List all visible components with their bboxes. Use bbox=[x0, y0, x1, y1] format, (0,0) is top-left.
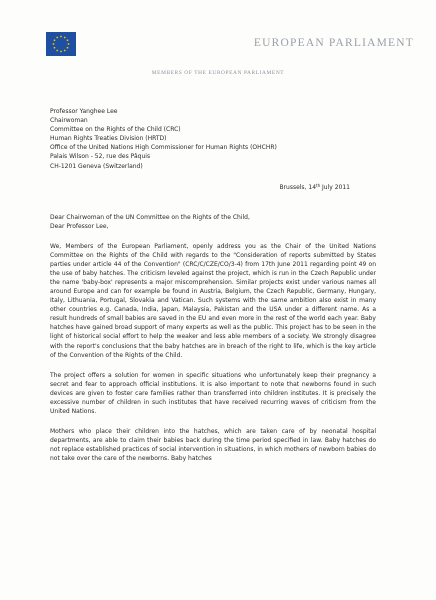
recipient-line: Office of the United Nations High Commissioner for Human Rights (OHCHR) bbox=[50, 144, 277, 152]
recipient-line: Palais Wilson - 52, rue des Pâquis bbox=[50, 153, 151, 161]
members-line: MEMBERS OF THE EUROPEAN PARLIAMENT bbox=[151, 70, 285, 76]
flag-star bbox=[56, 50, 58, 52]
flag-star bbox=[53, 43, 55, 45]
flag-star bbox=[64, 37, 66, 39]
date-prefix: Brussels, 14 bbox=[279, 184, 317, 191]
body-paragraph: Mothers who place their children into the hatches, which are taken care of by neonatal hospital departments, are able to claim their babies back during the time period specified in law. Baby hatches do not replace established practices of social intervention in situations, in which mothers of newborn babies do not take over the care of the newborns. Baby hatches bbox=[50, 427, 376, 462]
recipient-line: Human Rights Treaties Division (HRTD) bbox=[50, 135, 167, 143]
date-suffix: th bbox=[316, 183, 321, 188]
flag-star bbox=[64, 50, 66, 52]
recipient-address bbox=[50, 107, 277, 171]
flag-star bbox=[60, 36, 62, 38]
flag-star bbox=[67, 47, 69, 49]
flag-star bbox=[54, 39, 56, 41]
recipient-line: Chairwoman bbox=[50, 117, 88, 125]
flag-star bbox=[60, 51, 62, 53]
flag-star bbox=[67, 39, 69, 41]
salutation bbox=[50, 213, 250, 231]
flag-star bbox=[68, 43, 70, 45]
salutation-line: Dear Chairwoman of the UN Committee on the Rights of the Child, bbox=[50, 214, 250, 221]
salutation-line: Dear Professor Lee, bbox=[50, 223, 109, 230]
body-paragraph: The project offers a solution for women in specific situations who unfortunately keep their pregnancy a secret and fear to approach official institutions. It is also important to note that newborns found in such devices are given to foster care families rather than transferred into children institutes. It is precisely the excessive number of children in such institutes that have received recurring waves of criticism from the United Nations. bbox=[50, 371, 376, 415]
recipient-line: Professor Yanghee Lee bbox=[50, 108, 118, 115]
flag-background bbox=[46, 32, 76, 56]
eu-flag-icon bbox=[46, 32, 76, 56]
institution-name: EUROPEAN PARLIAMENT bbox=[253, 37, 414, 49]
letter-body bbox=[50, 242, 376, 474]
flag-star bbox=[54, 47, 56, 49]
letter-date bbox=[279, 183, 350, 191]
flag-star bbox=[56, 37, 58, 39]
recipient-line: Committee on the Rights of the Child (CRC) bbox=[50, 126, 181, 134]
body-paragraph: We, Members of the European Parliament, openly address you as the Chair of the United Nations Committee on the Rights of the Child with regards to the "Consideration of reports submitted by States parties under article 44 of the Convention" (CRC/C/CZE/CO/3-4) from 17th June 2011 regarding point 49 on the use of baby hatches. The criticism leveled against the project, which is run in the Czech Republic under the name 'baby-box' represents a major miscomprehension. Similar projects exist under various names all around Europe and can for example be found in Austria, Belgium, the Czech Republic, Germany, Hungary, Italy, Lithuania, Portugal, Slovakia and Vatican. Such systems with the same ambition also exist in many other countries e.g. Canada, India, Japan, Malaysia, Pakistan and the USA under a different name. As a result hundreds of small babies are saved in the EU and even more in the rest of the world each year. Baby hatches have gained broad support of many experts as well as the public. This project has to be seen in the light of historical social effort to help the weaker and less able members of a society. We strongly disagree with the report's conclusions that the baby hatches are in breach of the right to life, which is the key article of the Convention of the Rights of the Child. bbox=[50, 243, 376, 359]
date-rest: July 2011 bbox=[320, 184, 350, 191]
recipient-line: CH-1201 Geneva (Switzerland) bbox=[50, 162, 143, 170]
